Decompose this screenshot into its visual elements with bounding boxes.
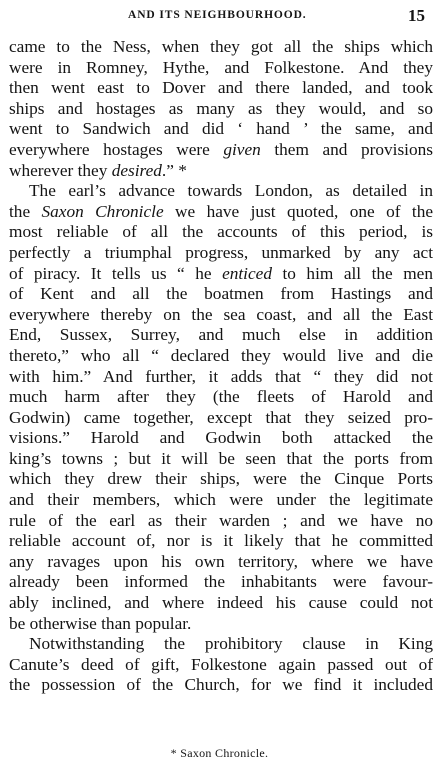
text-segment: ships and hostages as many as they would, and so	[9, 98, 433, 118]
text-segment: much harm after they (the fleets of Harold and	[9, 387, 433, 407]
italic-text: desired	[111, 160, 162, 180]
text-line	[9, 531, 433, 552]
text-line	[9, 181, 433, 202]
text-segment: with him.” And further, it adds that “ they did not	[9, 366, 433, 386]
text-line	[9, 202, 433, 223]
text-segment: the	[9, 201, 42, 221]
running-head: AND ITS NEIGHBOURHOOD.	[128, 9, 307, 21]
text-line	[9, 552, 433, 573]
text-line	[9, 37, 433, 58]
text-line	[9, 99, 433, 120]
text-segment: be otherwise than popular.	[9, 613, 192, 633]
text-segment: everywhere thereby on the sea coast, and all the East	[9, 304, 433, 324]
text-segment: The earl’s advance towards London, as detailed in	[29, 181, 433, 201]
text-segment: the possession of the Church, for we find it included	[9, 675, 433, 695]
text-segment: of Kent and all the boatmen from Hastings and	[9, 284, 433, 304]
italic-text: enticed	[222, 263, 272, 283]
text-line	[9, 614, 433, 635]
body-text	[9, 37, 433, 696]
text-segment: king’s towns ; but it will be seen that the ports from	[9, 448, 433, 468]
text-segment: .” *	[161, 160, 187, 180]
text-line	[9, 655, 433, 676]
page-header	[8, 6, 429, 28]
text-segment: End, Sussex, Surrey, and much else in addition	[9, 325, 433, 345]
text-line	[9, 428, 433, 449]
text-line	[9, 469, 433, 490]
page-number: 15	[408, 6, 425, 25]
text-line	[9, 387, 433, 408]
text-segment: we have just quoted, one of the	[163, 201, 434, 221]
text-segment: perfectly a triumphal progress, unmarked by any act	[9, 242, 433, 262]
text-line	[9, 222, 433, 243]
text-segment: and their members, which were under the legitimate	[9, 490, 433, 510]
text-segment: wherever they	[9, 160, 112, 180]
text-segment: Canute’s deed of gift, Folkestone again passed out of	[9, 654, 433, 674]
text-line	[9, 264, 433, 285]
text-line	[9, 140, 433, 161]
text-segment: any ravages upon his own territory, where we have	[9, 551, 433, 571]
italic-text: given	[223, 139, 261, 159]
text-line	[9, 325, 433, 346]
text-segment: visions.” Harold and Godwin both attacked the	[9, 428, 433, 448]
text-segment: of piracy. It tells us “ he	[9, 263, 223, 283]
text-segment: came to the Ness, when they got all the ships which	[9, 37, 433, 56]
text-segment: to him all the men	[271, 263, 433, 283]
text-segment: already been informed the inhabitants were favour-	[9, 572, 433, 592]
text-segment: Godwin) came together, except that they seized pro-	[9, 407, 433, 427]
text-segment: them and provisions	[260, 139, 433, 159]
text-line	[9, 572, 433, 593]
text-line	[9, 243, 433, 264]
text-line	[9, 511, 433, 532]
text-segment: Notwithstanding the prohibitory clause in King	[29, 634, 433, 654]
text-segment: everywhere hostages were	[9, 139, 224, 159]
text-line	[9, 346, 433, 367]
text-line	[9, 675, 433, 696]
text-segment: went to Sandwich and did ‘ hand ’ the same, and	[9, 119, 433, 139]
text-segment: were in Romney, Hythe, and Folkestone. And they	[9, 57, 433, 77]
text-segment: which they drew their ships, were the Cinque Ports	[9, 469, 433, 489]
text-line	[9, 78, 433, 99]
text-line	[9, 634, 433, 655]
text-segment: thereto,” who all “ declared they would live and die	[9, 345, 433, 365]
text-segment: rule of the earl as their warden ; and we have no	[9, 510, 433, 530]
text-line	[9, 305, 433, 326]
text-segment: then went east to Dover and there landed, and took	[9, 78, 433, 98]
italic-text: Saxon Chronicle	[41, 201, 164, 221]
text-line	[9, 490, 433, 511]
text-line	[9, 593, 433, 614]
text-segment: ably inclined, and where indeed his cause could not	[9, 593, 433, 613]
text-segment: reliable account of, nor is it likely that he committed	[9, 531, 433, 551]
text-line	[9, 119, 433, 140]
text-line	[9, 408, 433, 429]
text-line	[9, 284, 433, 305]
text-line	[9, 58, 433, 79]
text-line	[9, 161, 433, 182]
text-line	[9, 367, 433, 388]
text-segment: most reliable of all the accounts of this period, is	[9, 222, 433, 242]
footnote: * Saxon Chronicle.	[170, 746, 269, 760]
text-line	[9, 449, 433, 470]
